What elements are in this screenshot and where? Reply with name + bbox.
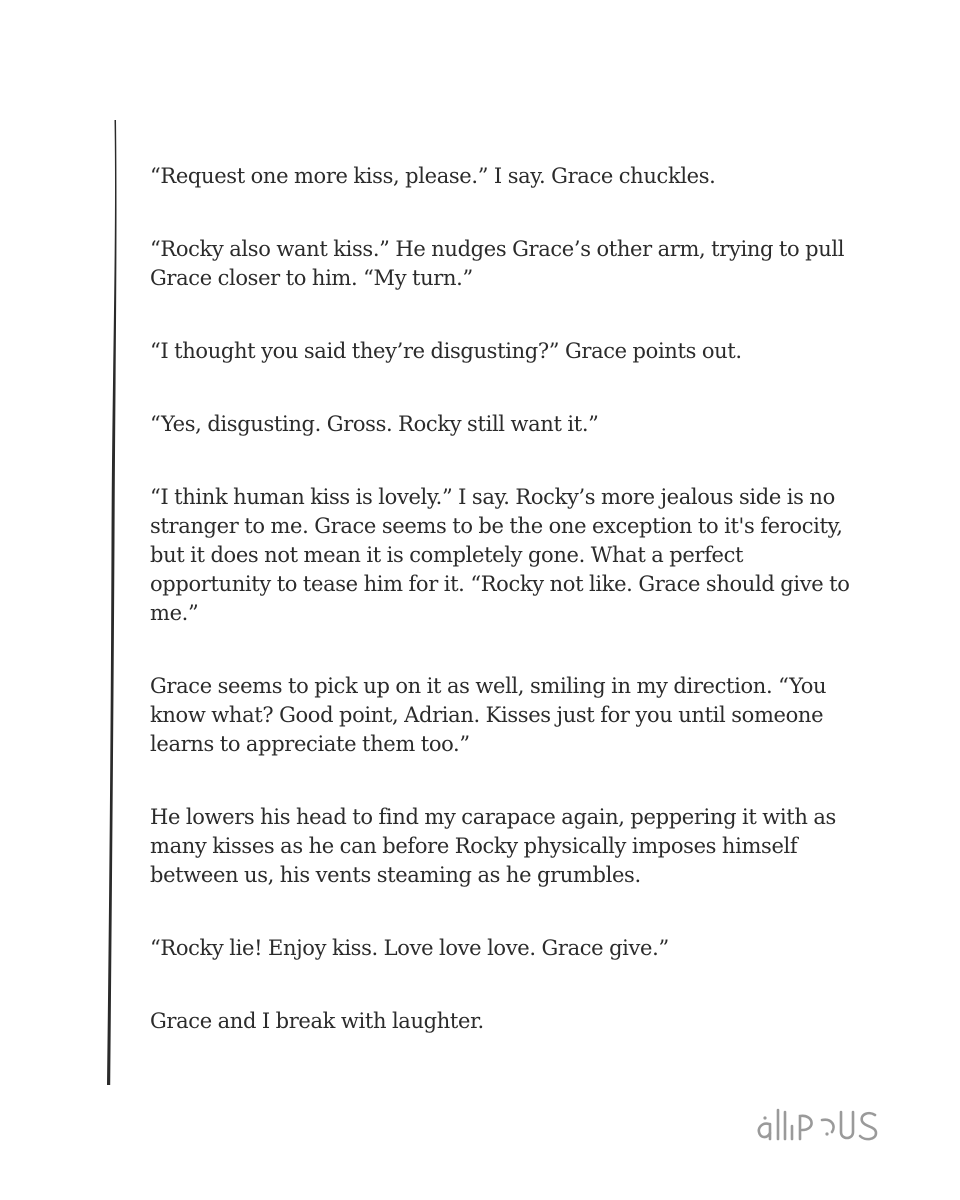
paragraph-4: “Yes, disgusting. Gross. Rocky still want it.” — [150, 412, 599, 436]
paragraph-2: “Rocky also want kiss.” He nudges Grace’s other arm, trying to pull Grace closer to him. “My turn.” — [150, 237, 845, 290]
paragraph-8: “Rocky lie! Enjoy kiss. Love love love. Grace give.” — [150, 936, 669, 960]
allpous-logo — [752, 1098, 902, 1148]
paragraph-9: Grace and I break with laughter. — [150, 1009, 484, 1033]
paragraph-1: “Request one more kiss, please.” I say. Grace chuckles. — [150, 164, 716, 188]
margin-line — [104, 120, 122, 1085]
paragraph-6: Grace seems to pick up on it as well, smiling in my direction. “You know what? Good point, Adrian. Kisses just for you until someone learns to appreciate them too.” — [150, 674, 827, 756]
story-text — [150, 162, 865, 1080]
paragraph-7: He lowers his head to find my carapace again, peppering it with as many kisses as he can before Rocky physically imposes himself between us, his vents steaming as he grumbles. — [150, 805, 836, 887]
paragraph-3: “I thought you said they’re disgusting?” Grace points out. — [150, 339, 742, 363]
paragraph-5: “I think human kiss is lovely.” I say. Rocky’s more jealous side is no stranger to me. Grace seems to be the one exception to it's ferocity, but it does not mean it is completely gone. What a perfect opportunity to tease him for it. “Rocky not like. Grace should give to me.” — [150, 485, 850, 625]
